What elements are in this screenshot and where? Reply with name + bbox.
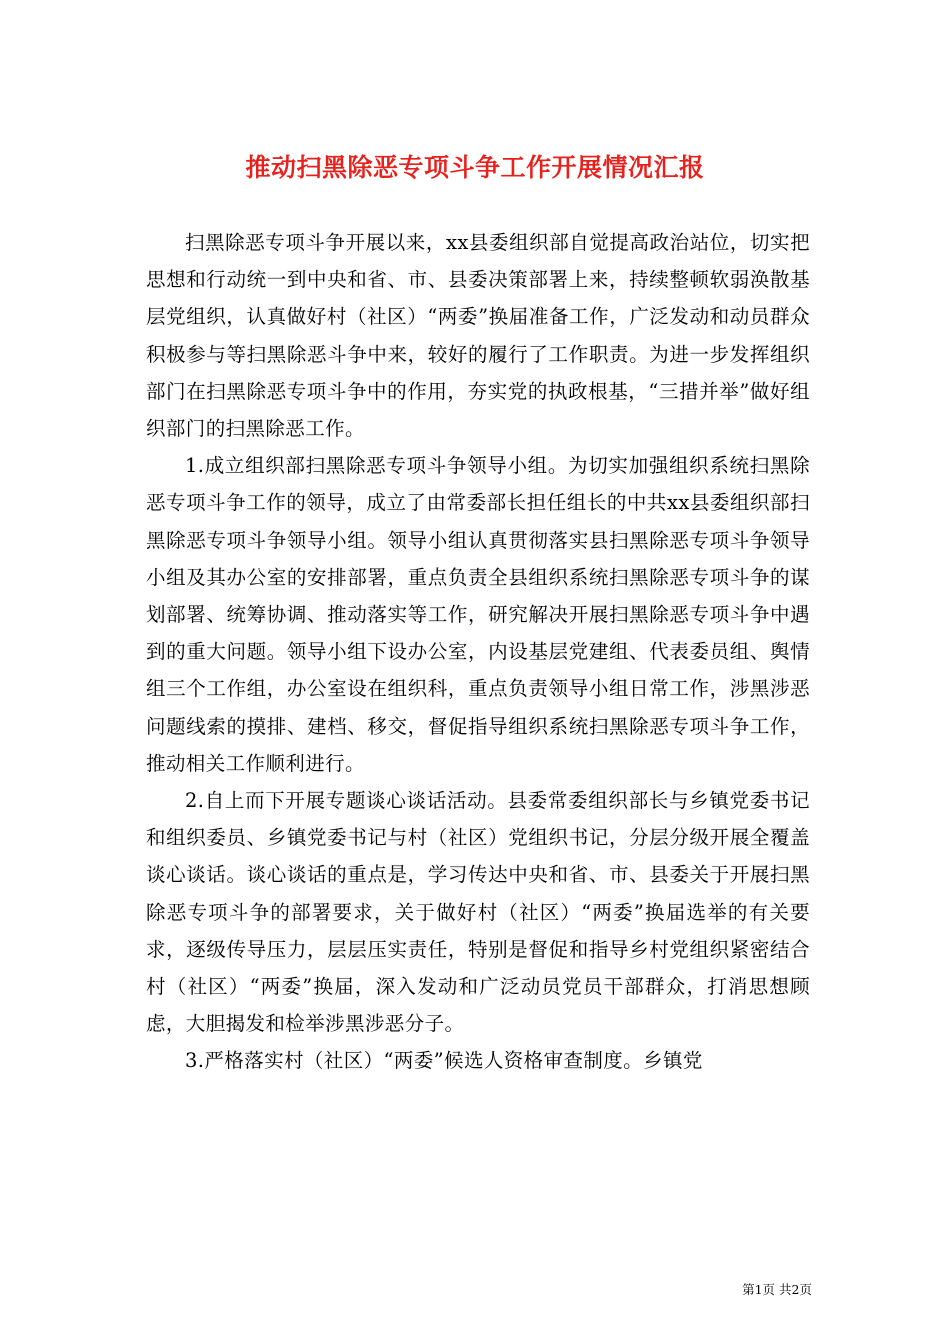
paragraph-point-1: 1.成立组织部扫黑除恶专项斗争领导小组。为切实加强组织系统扫黑除恶专项斗争工作的领导，成立了由常委部长担任组长的中共xx县委组织部扫黑除恶专项斗争领导小组。领导小组认真贯彻落实县扫黑除恶专项斗争领导小组及其办公室的安排部署，重点负责全县组织系统扫黑除恶专项斗争的谋划部署、统筹协调、推动落实等工作，研究解决开展扫黑除恶专项斗争中遇到的重大问题。领导小组下设办公室，内设基层党建组、代表委员组、舆情组三个工作组，办公室设在组织科，重点负责领导小组日常工作，涉黑涉恶问题线索的摸排、建档、移交，督促指导组织系统扫黑除恶专项斗争工作，推动相关工作顺利进行。 (146, 454, 810, 775)
document-body (146, 224, 810, 1080)
paragraph-point-2: 2.自上而下开展专题谈心谈话活动。县委常委组织部长与乡镇党委书记和组织委员、乡镇党委书记与村（社区）党组织书记，分层分级开展全覆盖谈心谈话。谈心谈话的重点是，学习传达中央和省、市、县委关于开展扫黑除恶专项斗争的部署要求，关于做好村（社区）“两委”换届选举的有关要求，逐级传导压力，层层压实责任，特别是督促和指导乡村党组织紧密结合村（社区）“两委”换届，深入发动和广泛动员党员干部群众，打消思想顾虑，大胆揭发和检举涉黑涉恶分子。 (146, 789, 810, 1036)
paragraph-intro: 扫黑除恶专项斗争开展以来，xx县委组织部自觉提高政治站位，切实把思想和行动统一到中央和省、市、县委决策部署上来，持续整顿软弱涣散基层党组织，认真做好村（社区）“两委”换届准备工作，广泛发动和动员群众积极参与等扫黑除恶斗争中来，较好的履行了工作职责。为进一步发挥组织部门在扫黑除恶专项斗争中的作用，夯实党的执政根基，“三措并举”做好组织部门的扫黑除恶工作。 (146, 231, 810, 441)
paragraph-point-3: 3.严格落实村（社区）“两委”候选人资格审查制度。乡镇党 (185, 1049, 703, 1073)
document-title: 推动扫黑除恶专项斗争工作开展情况汇报 (245, 152, 705, 182)
page-number: 第1页 共2页 (742, 1282, 812, 1297)
